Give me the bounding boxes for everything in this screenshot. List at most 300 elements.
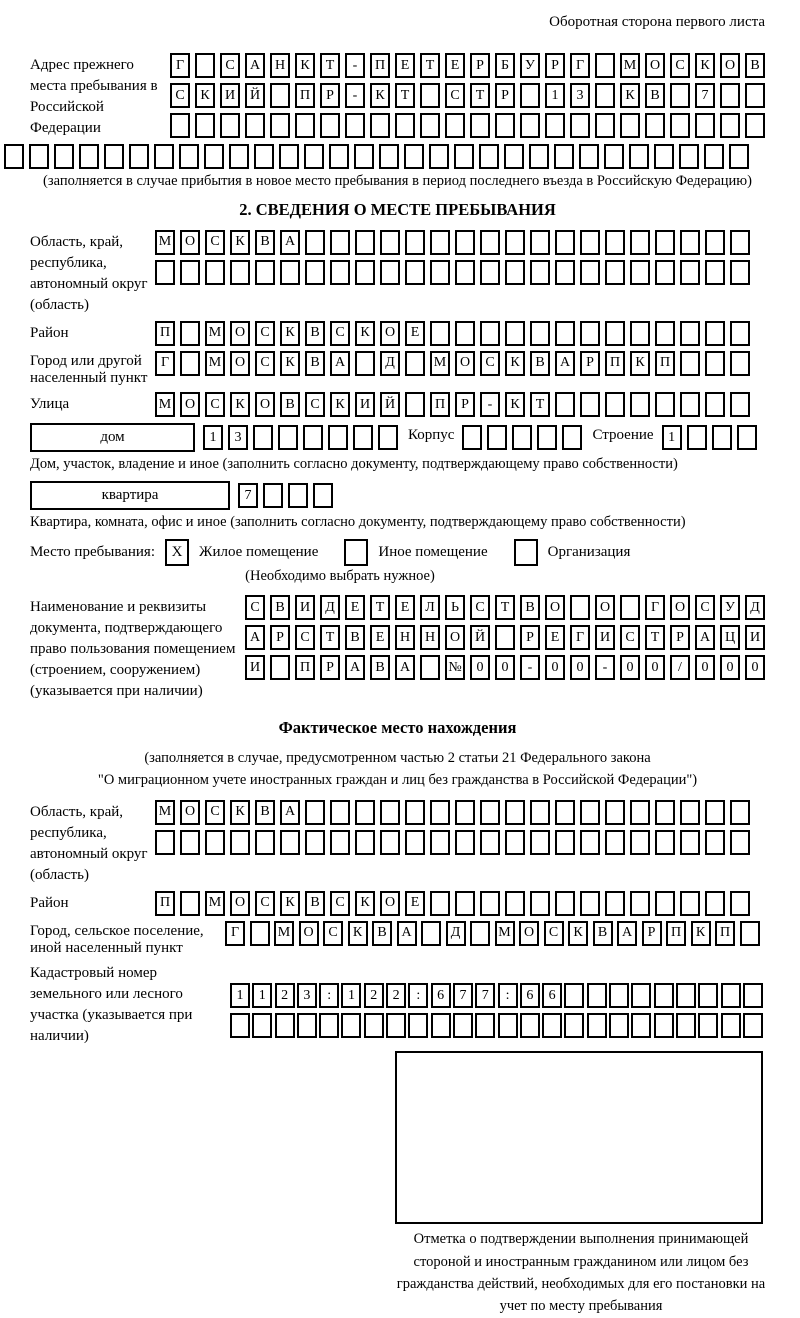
char-cell[interactable]: С [255,351,275,376]
char-cell[interactable] [670,113,690,138]
char-cell[interactable]: У [520,53,540,78]
char-cell[interactable] [745,83,765,108]
char-cell[interactable]: 2 [275,983,295,1008]
char-cell[interactable] [670,83,690,108]
char-cell[interactable] [620,113,640,138]
char-cell[interactable] [680,351,700,376]
char-cell[interactable] [555,321,575,346]
char-cell[interactable] [740,921,760,946]
char-cell[interactable] [170,113,190,138]
char-cell[interactable] [480,260,500,285]
char-cell[interactable]: О [595,595,615,620]
char-cell[interactable] [270,655,290,680]
char-cell[interactable] [687,425,707,450]
char-cell[interactable] [730,230,750,255]
char-cell[interactable] [379,144,399,169]
char-cell[interactable] [609,983,629,1008]
char-cell[interactable] [630,260,650,285]
char-cell[interactable] [353,425,373,450]
char-cell[interactable] [680,830,700,855]
char-cell[interactable] [705,260,725,285]
char-cell[interactable]: Ц [720,625,740,650]
char-cell[interactable] [505,830,525,855]
char-cell[interactable]: 0 [470,655,490,680]
char-cell[interactable]: О [545,595,565,620]
char-cell[interactable]: Й [245,83,265,108]
char-cell[interactable] [280,830,300,855]
char-cell[interactable]: 1 [545,83,565,108]
char-cell[interactable] [580,800,600,825]
char-cell[interactable]: С [255,891,275,916]
char-cell[interactable]: 3 [228,425,248,450]
char-cell[interactable]: : [498,983,518,1008]
char-cell[interactable] [155,830,175,855]
char-cell[interactable] [295,113,315,138]
char-cell[interactable]: А [345,655,365,680]
char-cell[interactable]: Н [395,625,415,650]
char-cell[interactable] [470,113,490,138]
char-cell[interactable] [655,260,675,285]
char-cell[interactable]: К [505,392,525,417]
char-cell[interactable]: И [745,625,765,650]
char-cell[interactable]: У [720,595,740,620]
char-cell[interactable]: В [270,595,290,620]
char-cell[interactable]: 6 [431,983,451,1008]
char-cell[interactable] [570,595,590,620]
char-cell[interactable] [405,800,425,825]
char-cell[interactable]: № [445,655,465,680]
char-cell[interactable]: М [274,921,294,946]
char-cell[interactable] [475,1013,495,1038]
char-cell[interactable]: М [495,921,515,946]
char-cell[interactable]: Л [420,595,440,620]
char-cell[interactable]: В [345,625,365,650]
char-cell[interactable] [455,891,475,916]
char-cell[interactable] [288,483,308,508]
char-cell[interactable]: Р [495,83,515,108]
char-cell[interactable]: А [617,921,637,946]
char-cell[interactable] [180,830,200,855]
char-cell[interactable]: Т [320,625,340,650]
char-cell[interactable] [505,230,525,255]
char-cell[interactable]: Г [570,625,590,650]
char-cell[interactable]: А [555,351,575,376]
char-cell[interactable]: В [255,230,275,255]
char-cell[interactable] [179,144,199,169]
char-cell[interactable] [155,260,175,285]
char-cell[interactable]: А [280,800,300,825]
char-cell[interactable]: П [295,655,315,680]
char-cell[interactable]: О [230,891,250,916]
char-cell[interactable] [605,230,625,255]
char-cell[interactable]: Е [370,625,390,650]
char-cell[interactable]: К [355,891,375,916]
char-cell[interactable]: К [295,53,315,78]
char-cell[interactable] [629,144,649,169]
char-cell[interactable]: Г [570,53,590,78]
char-cell[interactable]: Т [495,595,515,620]
char-cell[interactable] [704,144,724,169]
char-cell[interactable]: И [295,595,315,620]
char-cell[interactable] [180,891,200,916]
char-cell[interactable]: А [245,625,265,650]
char-cell[interactable]: : [319,983,339,1008]
char-cell[interactable]: Г [645,595,665,620]
char-cell[interactable] [330,800,350,825]
char-cell[interactable] [705,351,725,376]
char-cell[interactable] [580,260,600,285]
char-cell[interactable]: С [620,625,640,650]
char-cell[interactable] [297,1013,317,1038]
char-cell[interactable]: С [255,321,275,346]
char-cell[interactable] [630,392,650,417]
char-cell[interactable]: В [255,800,275,825]
char-cell[interactable]: В [520,595,540,620]
char-cell[interactable] [405,260,425,285]
char-cell[interactable]: 1 [252,983,272,1008]
house-type-box[interactable] [30,423,195,452]
char-cell[interactable] [580,321,600,346]
char-cell[interactable] [530,321,550,346]
char-cell[interactable] [705,392,725,417]
char-cell[interactable] [555,260,575,285]
char-cell[interactable]: Р [670,625,690,650]
char-cell[interactable] [631,983,651,1008]
char-cell[interactable]: Б [495,53,515,78]
char-cell[interactable] [587,1013,607,1038]
char-cell[interactable]: 1 [230,983,250,1008]
char-cell[interactable]: 1 [662,425,682,450]
char-cell[interactable]: М [205,321,225,346]
char-cell[interactable] [520,83,540,108]
char-cell[interactable] [730,392,750,417]
char-cell[interactable]: К [620,83,640,108]
char-cell[interactable] [254,144,274,169]
char-cell[interactable]: В [305,351,325,376]
char-cell[interactable]: О [180,230,200,255]
char-cell[interactable]: Т [530,392,550,417]
char-cell[interactable]: К [695,53,715,78]
char-cell[interactable]: С [205,800,225,825]
char-cell[interactable]: С [305,392,325,417]
char-cell[interactable]: А [695,625,715,650]
char-cell[interactable] [405,392,425,417]
char-cell[interactable]: 6 [520,983,540,1008]
char-cell[interactable] [595,83,615,108]
char-cell[interactable]: В [372,921,392,946]
char-cell[interactable]: К [230,800,250,825]
char-cell[interactable]: К [230,230,250,255]
char-cell[interactable] [354,144,374,169]
char-cell[interactable]: П [655,351,675,376]
char-cell[interactable] [270,83,290,108]
char-cell[interactable]: П [605,351,625,376]
char-cell[interactable]: О [380,891,400,916]
char-cell[interactable] [195,113,215,138]
char-cell[interactable]: М [205,891,225,916]
char-cell[interactable] [345,113,365,138]
char-cell[interactable] [580,230,600,255]
char-cell[interactable] [654,1013,674,1038]
char-cell[interactable]: Д [745,595,765,620]
char-cell[interactable]: В [745,53,765,78]
char-cell[interactable] [54,144,74,169]
char-cell[interactable]: С [470,595,490,620]
char-cell[interactable] [720,83,740,108]
char-cell[interactable]: С [323,921,343,946]
char-cell[interactable]: 0 [570,655,590,680]
char-cell[interactable]: Т [395,83,415,108]
char-cell[interactable] [580,891,600,916]
char-cell[interactable] [455,260,475,285]
char-cell[interactable]: 0 [620,655,640,680]
char-cell[interactable]: О [445,625,465,650]
char-cell[interactable]: С [170,83,190,108]
char-cell[interactable] [530,891,550,916]
char-cell[interactable]: Е [405,891,425,916]
char-cell[interactable]: Р [455,392,475,417]
char-cell[interactable] [555,800,575,825]
char-cell[interactable] [430,800,450,825]
char-cell[interactable]: О [255,392,275,417]
char-cell[interactable] [730,800,750,825]
char-cell[interactable]: С [695,595,715,620]
char-cell[interactable] [504,144,524,169]
char-cell[interactable] [445,113,465,138]
char-cell[interactable] [680,891,700,916]
char-cell[interactable]: - [345,53,365,78]
char-cell[interactable] [605,321,625,346]
char-cell[interactable] [205,830,225,855]
char-cell[interactable] [495,113,515,138]
char-cell[interactable] [720,113,740,138]
char-cell[interactable]: П [295,83,315,108]
char-cell[interactable]: О [519,921,539,946]
char-cell[interactable]: Е [345,595,365,620]
char-cell[interactable] [380,830,400,855]
char-cell[interactable] [570,113,590,138]
char-cell[interactable] [405,230,425,255]
char-cell[interactable] [730,830,750,855]
char-cell[interactable] [530,230,550,255]
char-cell[interactable]: Й [380,392,400,417]
char-cell[interactable] [520,113,540,138]
char-cell[interactable]: С [544,921,564,946]
char-cell[interactable]: К [280,891,300,916]
char-cell[interactable]: : [408,983,428,1008]
char-cell[interactable] [355,260,375,285]
char-cell[interactable] [630,230,650,255]
char-cell[interactable]: Е [405,321,425,346]
char-cell[interactable]: 7 [238,483,258,508]
char-cell[interactable]: К [348,921,368,946]
char-cell[interactable] [680,230,700,255]
char-cell[interactable] [655,230,675,255]
char-cell[interactable] [587,983,607,1008]
char-cell[interactable] [595,53,615,78]
char-cell[interactable]: Д [446,921,466,946]
char-cell[interactable] [255,260,275,285]
char-cell[interactable]: Н [270,53,290,78]
char-cell[interactable]: М [620,53,640,78]
char-cell[interactable] [655,830,675,855]
char-cell[interactable]: П [155,891,175,916]
char-cell[interactable]: Г [155,351,175,376]
char-cell[interactable]: - [480,392,500,417]
char-cell[interactable]: 0 [695,655,715,680]
char-cell[interactable] [195,53,215,78]
char-cell[interactable] [680,392,700,417]
char-cell[interactable] [512,425,532,450]
char-cell[interactable] [645,113,665,138]
char-cell[interactable] [378,425,398,450]
char-cell[interactable]: М [155,392,175,417]
char-cell[interactable]: О [670,595,690,620]
char-cell[interactable]: 7 [475,983,495,1008]
char-cell[interactable] [204,144,224,169]
char-cell[interactable]: Н [420,625,440,650]
char-cell[interactable] [355,830,375,855]
char-cell[interactable] [580,830,600,855]
char-cell[interactable] [305,230,325,255]
char-cell[interactable] [370,113,390,138]
char-cell[interactable] [705,891,725,916]
char-cell[interactable]: Р [642,921,662,946]
char-cell[interactable] [355,351,375,376]
char-cell[interactable]: П [666,921,686,946]
char-cell[interactable] [455,321,475,346]
char-cell[interactable] [605,800,625,825]
char-cell[interactable] [537,425,557,450]
char-cell[interactable]: П [155,321,175,346]
char-cell[interactable] [654,983,674,1008]
char-cell[interactable]: - [595,655,615,680]
char-cell[interactable] [505,260,525,285]
char-cell[interactable]: И [245,655,265,680]
char-cell[interactable] [380,260,400,285]
char-cell[interactable] [180,351,200,376]
char-cell[interactable] [595,113,615,138]
char-cell[interactable] [420,83,440,108]
char-cell[interactable] [395,113,415,138]
char-cell[interactable]: 3 [297,983,317,1008]
char-cell[interactable]: 6 [542,983,562,1008]
char-cell[interactable] [303,425,323,450]
char-cell[interactable]: Е [395,595,415,620]
char-cell[interactable]: В [305,321,325,346]
char-cell[interactable] [630,830,650,855]
char-cell[interactable] [329,144,349,169]
char-cell[interactable] [180,260,200,285]
char-cell[interactable] [730,321,750,346]
char-cell[interactable] [386,1013,406,1038]
char-cell[interactable]: О [230,351,250,376]
char-cell[interactable]: С [330,321,350,346]
char-cell[interactable]: Т [420,53,440,78]
char-cell[interactable]: Г [225,921,245,946]
char-cell[interactable] [270,113,290,138]
char-cell[interactable]: 0 [545,655,565,680]
char-cell[interactable]: Р [320,83,340,108]
char-cell[interactable] [579,144,599,169]
char-cell[interactable]: О [180,392,200,417]
char-cell[interactable] [520,1013,540,1038]
char-cell[interactable] [421,921,441,946]
char-cell[interactable]: В [280,392,300,417]
char-cell[interactable] [555,891,575,916]
char-cell[interactable] [705,230,725,255]
char-cell[interactable]: Е [445,53,465,78]
char-cell[interactable] [305,260,325,285]
char-cell[interactable] [455,830,475,855]
char-cell[interactable] [705,321,725,346]
char-cell[interactable] [480,830,500,855]
char-cell[interactable]: 1 [341,983,361,1008]
char-cell[interactable] [554,144,574,169]
char-cell[interactable] [564,983,584,1008]
char-cell[interactable] [430,830,450,855]
char-cell[interactable]: Й [470,625,490,650]
char-cell[interactable] [730,260,750,285]
char-cell[interactable] [278,425,298,450]
char-cell[interactable] [655,321,675,346]
char-cell[interactable]: М [430,351,450,376]
char-cell[interactable] [304,144,324,169]
char-cell[interactable]: С [670,53,690,78]
char-cell[interactable] [730,891,750,916]
char-cell[interactable] [313,483,333,508]
char-cell[interactable] [320,113,340,138]
char-cell[interactable] [737,425,757,450]
char-cell[interactable] [631,1013,651,1038]
char-cell[interactable] [695,113,715,138]
char-cell[interactable] [255,830,275,855]
char-cell[interactable] [555,830,575,855]
char-cell[interactable]: Д [380,351,400,376]
char-cell[interactable] [454,144,474,169]
char-cell[interactable] [205,260,225,285]
char-cell[interactable]: О [720,53,740,78]
char-cell[interactable]: С [330,891,350,916]
apartment-type-box[interactable] [30,481,230,510]
char-cell[interactable] [430,891,450,916]
char-cell[interactable]: К [568,921,588,946]
char-cell[interactable]: О [180,800,200,825]
char-cell[interactable]: К [280,321,300,346]
char-cell[interactable] [562,425,582,450]
char-cell[interactable]: О [299,921,319,946]
char-cell[interactable]: М [155,800,175,825]
char-cell[interactable] [555,392,575,417]
char-cell[interactable]: К [370,83,390,108]
char-cell[interactable]: Т [645,625,665,650]
char-cell[interactable]: А [397,921,417,946]
char-cell[interactable] [542,1013,562,1038]
char-cell[interactable] [245,113,265,138]
char-cell[interactable]: Е [545,625,565,650]
char-cell[interactable]: А [395,655,415,680]
char-cell[interactable] [470,921,490,946]
char-cell[interactable] [4,144,24,169]
char-cell[interactable] [404,144,424,169]
char-cell[interactable] [605,392,625,417]
char-cell[interactable]: М [205,351,225,376]
char-cell[interactable] [721,1013,741,1038]
char-cell[interactable]: Г [170,53,190,78]
char-cell[interactable] [679,144,699,169]
char-cell[interactable] [230,260,250,285]
char-cell[interactable]: 0 [745,655,765,680]
